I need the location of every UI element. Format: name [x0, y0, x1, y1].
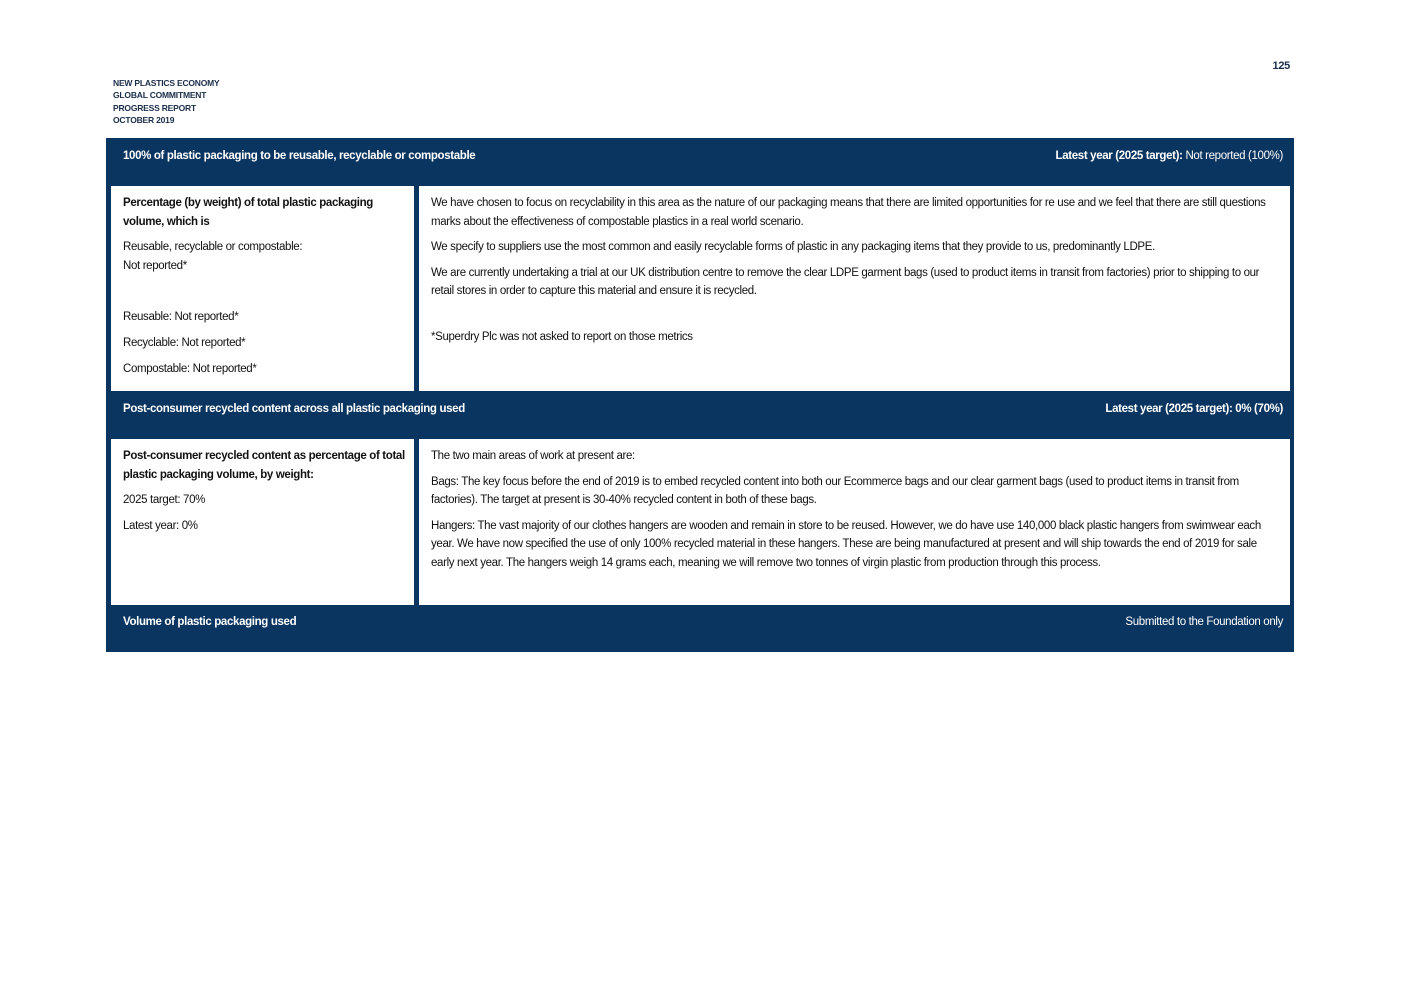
commentary-paragraph: We have chosen to focus on recyclability in this area as the nature of our packaging means that there are limited opportunities for re use and we feel that there are still questions marks about the effectiveness of compostable plastics in a real world scenario. [431, 197, 1266, 228]
page-number: 125 [1272, 60, 1290, 72]
section2-metrics-cell [111, 439, 414, 605]
reusable-value: Reusable: Not reported* [123, 311, 239, 324]
report-header-line: NEW PLASTICS ECONOMY [113, 78, 220, 88]
report-header [113, 77, 220, 127]
compostable-value: Compostable: Not reported* [123, 362, 257, 375]
section2-header [123, 403, 1283, 415]
footnote: *Superdry Plc was not asked to report on those metrics [431, 330, 693, 343]
commentary-paragraph: Bags: The key focus before the end of 2019 is to embed recycled content into both our Ecommerce bags and our clear garment bags (used to product items in transit from factories). The target at present is 30-40% recycled content in both of these bags. [431, 475, 1239, 507]
commentary-paragraph: We are currently undertaking a trial at our UK distribution centre to remove the clear LDPE garment bags (used to product items in transit from factories) prior to shipping to our retail stores in order to capture this material and ensure it is recycled. [431, 266, 1260, 298]
section2-status: Latest year (2025 target): 0% (70%) [1105, 403, 1283, 415]
section2-commentary-cell [419, 439, 1290, 605]
section1-status: Latest year (2025 target): Not reported (100%) [1055, 150, 1283, 162]
commentary-paragraph: Hangers: The vast majority of our clothes hangers are wooden and remain in store to be reused. However, we do have use 140,000 black plastic hangers from swimwear each year. We have now specified the use of only 100% recycled material in these hangers. These are being manufactured at present and will ship towards the end of 2019 for sale early next year. The hangers weigh 14 grams each, meaning we will remove two tonnes of virgin plastic from production through this process. [431, 519, 1261, 569]
commentary-paragraph: The two main areas of work at present are: [431, 450, 635, 462]
commentary-paragraph: We specify to suppliers use the most common and easily recyclable forms of plastic in any packaging items that they provide to us, predominantly LDPE. [431, 241, 1155, 254]
section1-commentary-cell [419, 186, 1290, 391]
commitment-table [106, 138, 1294, 652]
section3-header [123, 616, 1283, 628]
section1-header [123, 150, 1283, 162]
combined-value: Not reported* [123, 259, 187, 272]
section1-title: 100% of plastic packaging to be reusable, recyclable or compostable [123, 150, 476, 162]
section3-title: Volume of plastic packaging used [123, 616, 297, 628]
recyclable-value: Recyclable: Not reported* [123, 336, 246, 349]
section2-metric-heading: Post-consumer recycled content as percentage of total plastic packaging volume, by weight: [123, 450, 405, 481]
report-header-line: GLOBAL COMMITMENT [113, 90, 207, 101]
latest-value: Latest year: 0% [123, 519, 198, 532]
report-header-line: PROGRESS REPORT [113, 102, 196, 113]
section2-title: Post-consumer recycled content across all plastic packaging used [123, 403, 465, 415]
section3-status: Submitted to the Foundation only [1125, 616, 1283, 628]
target-value: 2025 target: 70% [123, 494, 205, 507]
report-header-line: OCTOBER 2019 [113, 115, 175, 126]
combined-label: Reusable, recyclable or compostable: [123, 241, 303, 254]
section1-metrics-cell [111, 186, 414, 391]
section1-metric-heading: Percentage (by weight) of total plastic packaging volume, which is [123, 197, 373, 228]
